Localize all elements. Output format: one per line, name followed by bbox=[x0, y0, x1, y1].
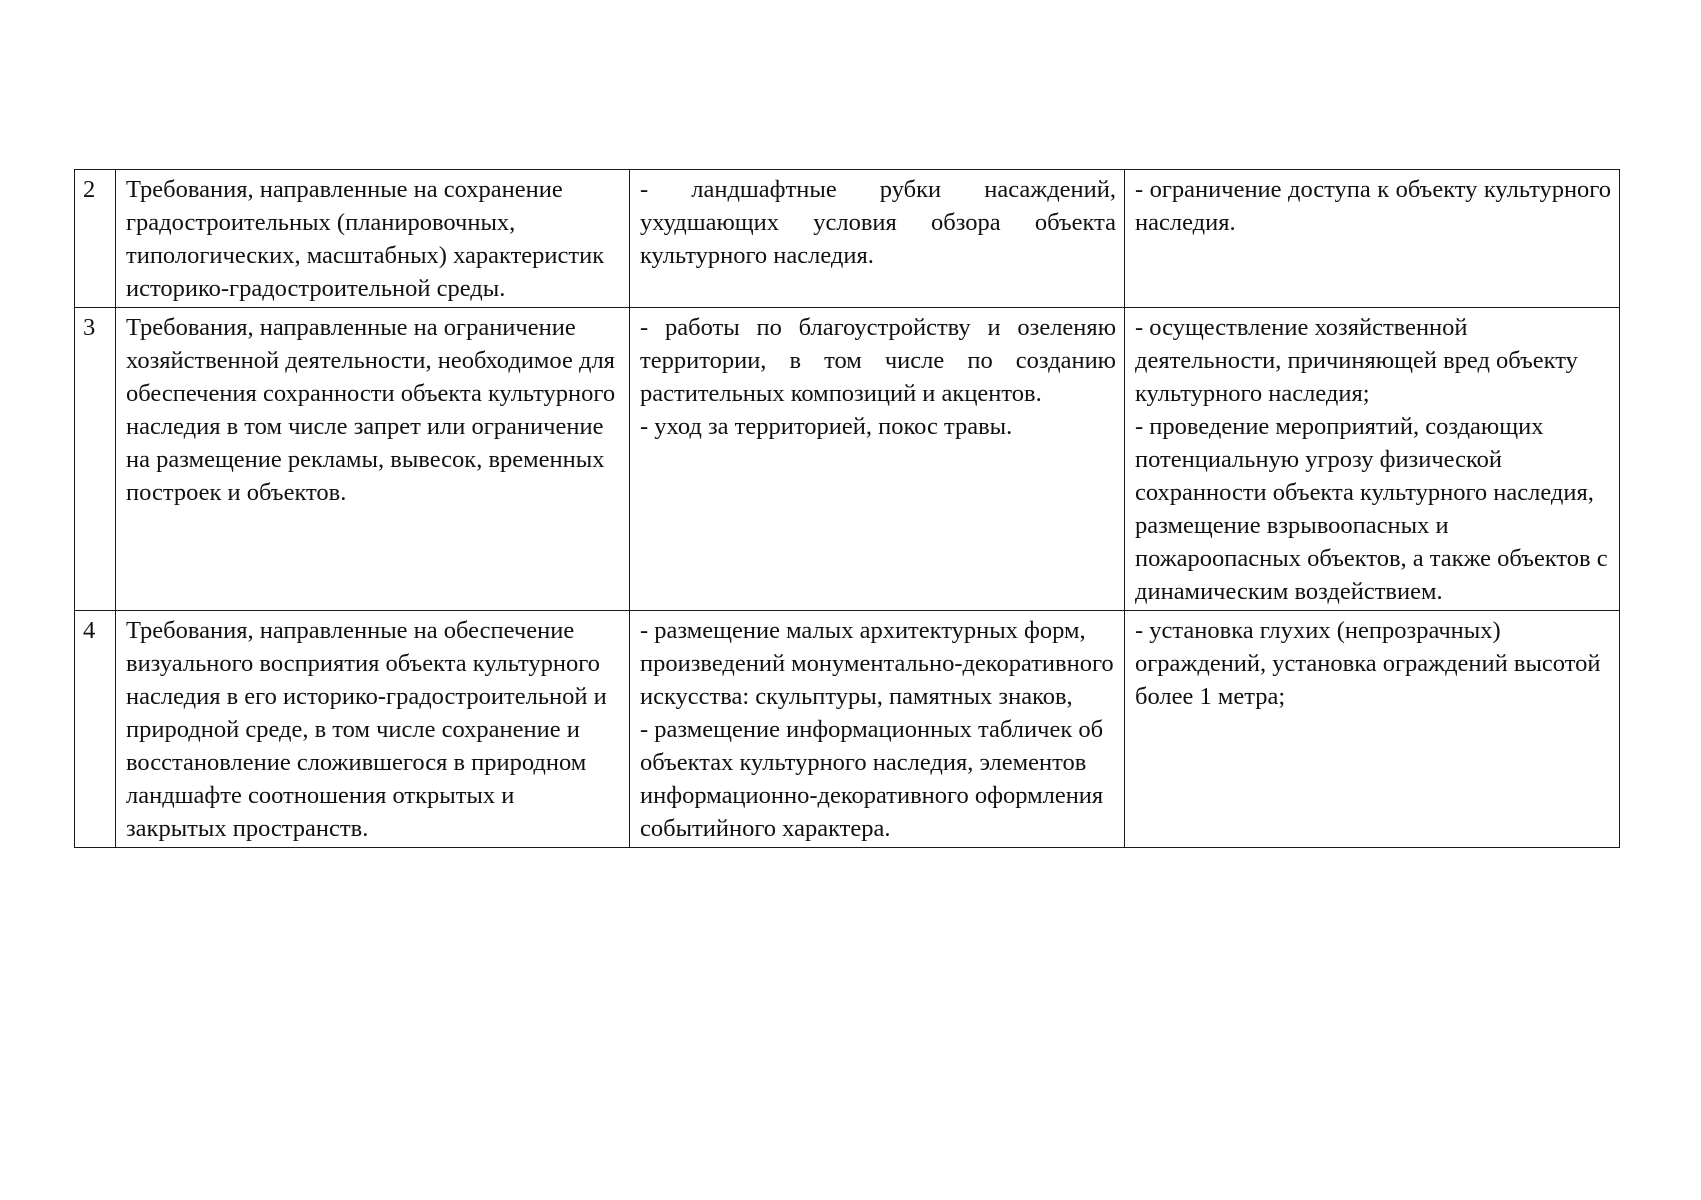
table-row bbox=[75, 170, 1620, 308]
prohibited-cell: - установка глухих (непрозрачных) ограждений, установка ограждений высотой более 1 метра; bbox=[1125, 611, 1620, 848]
cell-paragraph: - работы по благоустройству и озеленяю территории, в том числе по созданию растительных композиций и акцентов. bbox=[640, 314, 1116, 407]
requirement-cell: Требования, направленные на сохранение градостроительных (планировочных, типологических, масштабных) характеристик историко-градостроительной среды. bbox=[116, 170, 630, 308]
allowed-cell bbox=[630, 308, 1125, 611]
allowed-cell: - ландшафтные рубки насаждений, ухудшающих условия обзора объекта культурного наследия. bbox=[630, 170, 1125, 308]
cell-paragraph: - размещение малых архитектурных форм, произведений монументально-декоративного искусства: скульптуры, памятных знаков, bbox=[640, 617, 1114, 710]
requirement-cell: Требования, направленные на ограничение хозяйственной деятельности, необходимое для обеспечения сохранности объекта культурного наследия в том числе запрет или ограничение на размещение рекламы, вывесок, временных построек и объектов. bbox=[116, 308, 630, 611]
prohibited-cell bbox=[1125, 308, 1620, 611]
cell-paragraph: - размещение информационных табличек об объектах культурного наследия, элементов информационно-декоративного оформления событийного характера. bbox=[640, 716, 1104, 842]
cell-paragraph: - осуществление хозяйственной деятельности, причиняющей вред объекту культурного наследия; bbox=[1135, 314, 1578, 407]
requirement-cell: Требования, направленные на обеспечение визуального восприятия объекта культурного наследия в его историко-градостроительной и природной среде, в том числе сохранение и восстановление сложившегося в природном ландшафте соотношения открытых и закрытых пространств. bbox=[116, 611, 630, 848]
cell-paragraph: - проведение мероприятий, создающих потенциальную угрозу физической сохранности объекта культурного наследия, размещение взрывоопасных и пожароопасных объектов, а также объектов с динамическим воздействием. bbox=[1135, 413, 1608, 605]
row-number: 3 bbox=[75, 308, 116, 611]
table-row bbox=[75, 308, 1620, 611]
table-row bbox=[75, 611, 1620, 848]
row-number: 4 bbox=[75, 611, 116, 848]
cell-paragraph: - уход за территорией, покос травы. bbox=[640, 413, 1013, 440]
row-number: 2 bbox=[75, 170, 116, 308]
allowed-cell bbox=[630, 611, 1125, 848]
prohibited-cell: - ограничение доступа к объекту культурного наследия. bbox=[1125, 170, 1620, 308]
requirements-table bbox=[74, 169, 1620, 848]
